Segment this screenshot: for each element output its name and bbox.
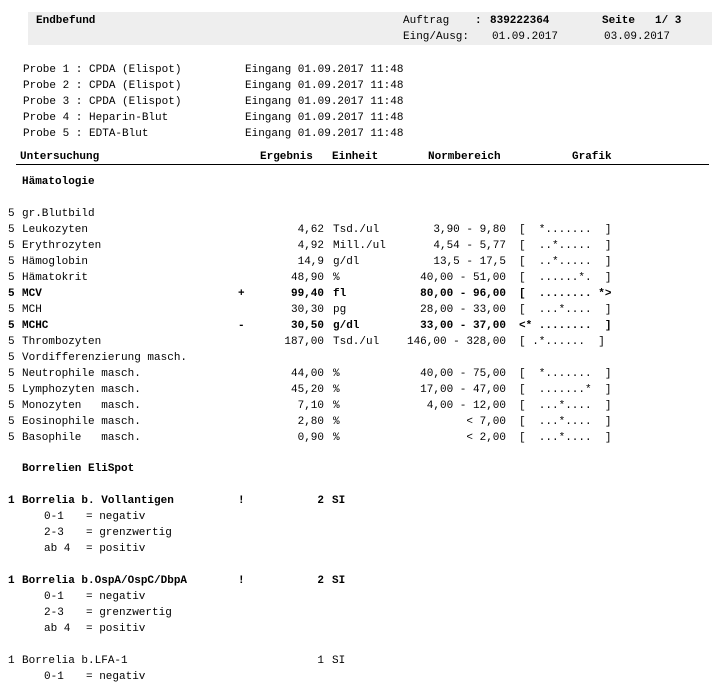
range-graphic: [ ...*.... ] [519, 304, 612, 316]
eingang-ausgang-label: Eing/Ausg: [403, 31, 470, 43]
result-value: 0,90 [297, 432, 324, 444]
probe-number: 5 [8, 272, 15, 284]
section-borrelien: Borrelien EliSpot [22, 463, 135, 475]
sample-eingang: Eingang 01.09.2017 11:48 [245, 128, 404, 140]
interpretation-range: 2-3 [44, 527, 64, 539]
probe-number: 5 [8, 352, 15, 364]
test-name: Borrelia b. Vollantigen [22, 495, 174, 507]
test-name: Borrelia b.OspA/OspC/DbpA [22, 575, 188, 587]
result-unit: % [333, 272, 340, 284]
reference-range: 28,00 - 33,00 [420, 304, 506, 316]
interpretation-range: 2-3 [44, 607, 64, 619]
test-name: Borrelia b.LFA-1 [22, 655, 128, 667]
test-name: Hämoglobin [22, 256, 89, 268]
probe-number: 5 [8, 304, 15, 316]
probe-number: 5 [8, 224, 15, 236]
reference-range: 40,00 - 51,00 [420, 272, 506, 284]
page-number: 1/ 3 [655, 15, 682, 27]
test-name: Thrombozyten [22, 336, 102, 348]
result-unit: g/dl [333, 320, 360, 332]
result-unit: g/dl [333, 256, 360, 268]
result-unit: % [333, 368, 340, 380]
result-unit: SI [332, 495, 346, 507]
test-name: MCHC [22, 320, 49, 332]
sample-eingang: Eingang 01.09.2017 11:48 [245, 96, 404, 108]
result-unit: % [333, 432, 340, 444]
sample-label: Probe 4 : Heparin-Blut [23, 112, 169, 124]
range-graphic: [ *....... ] [519, 368, 612, 380]
test-name: Monozyten masch. [22, 400, 141, 412]
result-value: 30,30 [290, 304, 324, 316]
reference-range: < 2,00 [466, 432, 506, 444]
reference-range: 17,00 - 47,00 [420, 384, 506, 396]
test-name: Neutrophile masch. [22, 368, 141, 380]
interpretation-range: 0-1 [44, 671, 64, 683]
probe-number: 5 [8, 368, 15, 380]
sample-label: Probe 3 : CPDA (Elispot) [23, 96, 182, 108]
sample-eingang: Eingang 01.09.2017 11:48 [245, 80, 404, 92]
column-header-ergebnis: Ergebnis [260, 151, 313, 163]
reference-range: 4,54 - 5,77 [433, 240, 506, 252]
range-graphic: [ ...*.... ] [519, 400, 612, 412]
result-value: 7,10 [297, 400, 324, 412]
section-haematologie: Hämatologie [22, 176, 95, 188]
range-graphic: [ ...*.... ] [519, 432, 612, 444]
sample-eingang: Eingang 01.09.2017 11:48 [245, 112, 404, 124]
result-unit: % [333, 416, 340, 428]
result-value: 2,80 [297, 416, 324, 428]
document-title: Endbefund [36, 15, 96, 27]
reference-range: 13,5 - 17,5 [433, 256, 506, 268]
result-value: 14,9 [297, 256, 324, 268]
test-name: Hämatokrit [22, 272, 89, 284]
test-name: Eosinophile masch. [22, 416, 141, 428]
probe-number: 5 [8, 256, 15, 268]
test-name: Lymphozyten masch. [22, 384, 141, 396]
interpretation-text: = grenzwertig [86, 527, 172, 539]
range-graphic: [ .......* ] [519, 384, 612, 396]
reference-range: 33,00 - 37,00 [420, 320, 506, 332]
result-value: 4,62 [297, 224, 324, 236]
probe-number: 1 [8, 495, 15, 507]
interpretation-range: ab 4 [44, 623, 71, 635]
reference-range: 3,90 - 9,80 [433, 224, 506, 236]
reference-range: 4,00 - 12,00 [426, 400, 506, 412]
eingang-date: 01.09.2017 [492, 31, 559, 43]
probe-number: 5 [8, 432, 15, 444]
probe-number: 1 [8, 655, 15, 667]
result-value: 2 [317, 575, 324, 587]
probe-number: 5 [8, 416, 15, 428]
result-value: 2 [317, 495, 324, 507]
probe-number: 5 [8, 336, 15, 348]
column-header-untersuchung: Untersuchung [20, 151, 100, 163]
interpretation-text: = negativ [86, 671, 146, 683]
result-unit: SI [332, 575, 346, 587]
result-value: 45,20 [290, 384, 324, 396]
probe-number: 5 [8, 240, 15, 252]
test-name: MCV [22, 288, 42, 300]
interpretation-text: = grenzwertig [86, 607, 172, 619]
abnormal-flag: ! [238, 495, 245, 507]
reference-range: 40,00 - 75,00 [420, 368, 506, 380]
probe-number: 5 [8, 208, 15, 220]
interpretation-text: = positiv [86, 543, 146, 555]
range-graphic: [ *....... ] [519, 224, 612, 236]
probe-number: 5 [8, 288, 15, 300]
result-unit: % [333, 384, 340, 396]
auftrag-label: Auftrag [403, 15, 450, 27]
result-unit: Tsd./ul [333, 224, 380, 236]
test-name: MCH [22, 304, 42, 316]
interpretation-range: 0-1 [44, 591, 64, 603]
result-value: 48,90 [290, 272, 324, 284]
column-header-normbereich: Normbereich [428, 151, 501, 163]
range-graphic: [ .*...... ] [519, 336, 605, 348]
result-value: 99,40 [290, 288, 324, 300]
probe-number: 1 [8, 575, 15, 587]
result-unit: fl [333, 288, 347, 300]
result-unit: % [333, 400, 340, 412]
column-header-einheit: Einheit [332, 151, 379, 163]
range-graphic: [ ..*..... ] [519, 240, 612, 252]
test-name: Leukozyten [22, 224, 89, 236]
test-name: Erythrozyten [22, 240, 102, 252]
result-value: 1 [317, 655, 324, 667]
sample-label: Probe 1 : CPDA (Elispot) [23, 64, 182, 76]
column-header-grafik: Grafik [572, 151, 612, 163]
range-graphic: [ ........ *> [519, 288, 612, 300]
interpretation-range: ab 4 [44, 543, 71, 555]
sample-eingang: Eingang 01.09.2017 11:48 [245, 64, 404, 76]
header-divider [16, 164, 709, 165]
range-graphic: [ ...*.... ] [519, 416, 612, 428]
sample-label: Probe 5 : EDTA-Blut [23, 128, 149, 140]
probe-number: 5 [8, 400, 15, 412]
result-value: 187,00 [284, 336, 324, 348]
sample-label: Probe 2 : CPDA (Elispot) [23, 80, 182, 92]
abnormal-flag: - [238, 320, 245, 332]
range-graphic: <* ........ ] [519, 320, 612, 332]
abnormal-flag: + [238, 288, 245, 300]
interpretation-range: 0-1 [44, 511, 64, 523]
reference-range: < 7,00 [466, 416, 506, 428]
reference-range: 80,00 - 96,00 [420, 288, 506, 300]
result-value: 30,50 [290, 320, 324, 332]
test-name: Vordifferenzierung masch. [22, 352, 188, 364]
result-unit: SI [332, 655, 346, 667]
result-unit: Mill./ul [333, 240, 386, 252]
auftrag-separator: : [475, 15, 482, 27]
result-unit: pg [333, 304, 347, 316]
result-unit: Tsd./ul [333, 336, 380, 348]
interpretation-text: = negativ [86, 591, 146, 603]
interpretation-text: = negativ [86, 511, 146, 523]
probe-number: 5 [8, 384, 15, 396]
interpretation-text: = positiv [86, 623, 146, 635]
result-value: 4,92 [297, 240, 324, 252]
test-name: gr.Blutbild [22, 208, 95, 220]
range-graphic: [ ......*. ] [519, 272, 612, 284]
reference-range: 146,00 - 328,00 [406, 336, 506, 348]
auftrag-number: 839222364 [490, 15, 550, 27]
probe-number: 5 [8, 320, 15, 332]
result-value: 44,00 [290, 368, 324, 380]
abnormal-flag: ! [238, 575, 245, 587]
ausgang-date: 03.09.2017 [604, 31, 671, 43]
range-graphic: [ ..*..... ] [519, 256, 612, 268]
test-name: Basophile masch. [22, 432, 141, 444]
seite-label: Seite [602, 15, 636, 27]
